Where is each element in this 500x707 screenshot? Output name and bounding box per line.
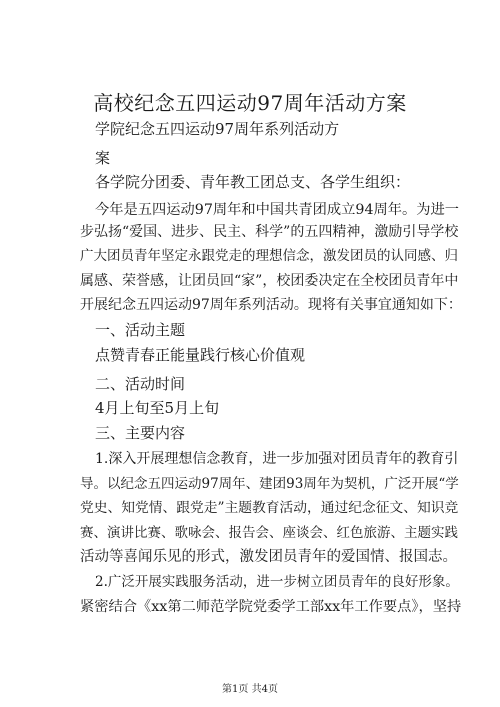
section-heading: 三、主要内容 bbox=[95, 424, 186, 442]
subtitle-line-2: 案 bbox=[95, 149, 111, 167]
paragraph-line: 赛、演讲比赛、歌咏会、报告会、座谈会、红色旅游、主题实践 bbox=[80, 525, 458, 541]
paragraph-line: 党史、知党情、跟党走”主题教育活动，通过纪念征文、知识竞 bbox=[80, 500, 459, 516]
section-content: 点赞青春正能量践行核心价值观 bbox=[95, 346, 306, 364]
paragraph-line: 广大团员青年坚定永跟党走的理想信念，激发团员的认同感、归 bbox=[80, 248, 458, 264]
paragraph-line: 活动等喜闻乐见的形式，激发团员青年的爱国情、报国志。 bbox=[80, 549, 457, 565]
paragraph-line: 属感、荣誉感，让团员回“家”，校团委决定在全校团员青年中 bbox=[80, 273, 459, 289]
paragraph-line: 开展纪念五四运动97周年系列活动。现将有关事宜通知如下： bbox=[80, 297, 462, 313]
document-title: 高校纪念五四运动97周年活动方案 bbox=[93, 91, 407, 115]
section-heading: 一、活动主题 bbox=[95, 321, 186, 339]
section-heading: 二、活动时间 bbox=[95, 375, 186, 393]
paragraph-line: 今年是五四运动97周年和中国共青团成立94周年。为进一 bbox=[95, 202, 460, 218]
paragraph-line: 2.广泛开展实践服务活动，进一步树立团员青年的良好形象。 bbox=[95, 574, 459, 590]
subtitle-line-1: 学院纪念五四运动97周年系列活动方 bbox=[95, 120, 340, 138]
page-footer: 第1页 共4页 bbox=[222, 684, 278, 695]
paragraph-line: 1.深入开展理想信念教育，进一步加强对团员青年的教育引 bbox=[95, 451, 459, 467]
paragraph-line: 步弘扬“爱国、进步、民主、科学”的五四精神，激励引导学校 bbox=[80, 224, 459, 240]
paragraph-line: 导。以纪念五四运动97周年、建团93周年为契机，广泛开展“学 bbox=[80, 476, 459, 492]
section-content: 4月上旬至5月上旬 bbox=[95, 399, 220, 417]
salutation: 各学院分团委、青年教工团总支、各学生组织： bbox=[95, 173, 411, 191]
paragraph-line: 紧密结合《xx第二师范学院党委学工部xx年工作要点》，坚持 bbox=[80, 599, 462, 615]
